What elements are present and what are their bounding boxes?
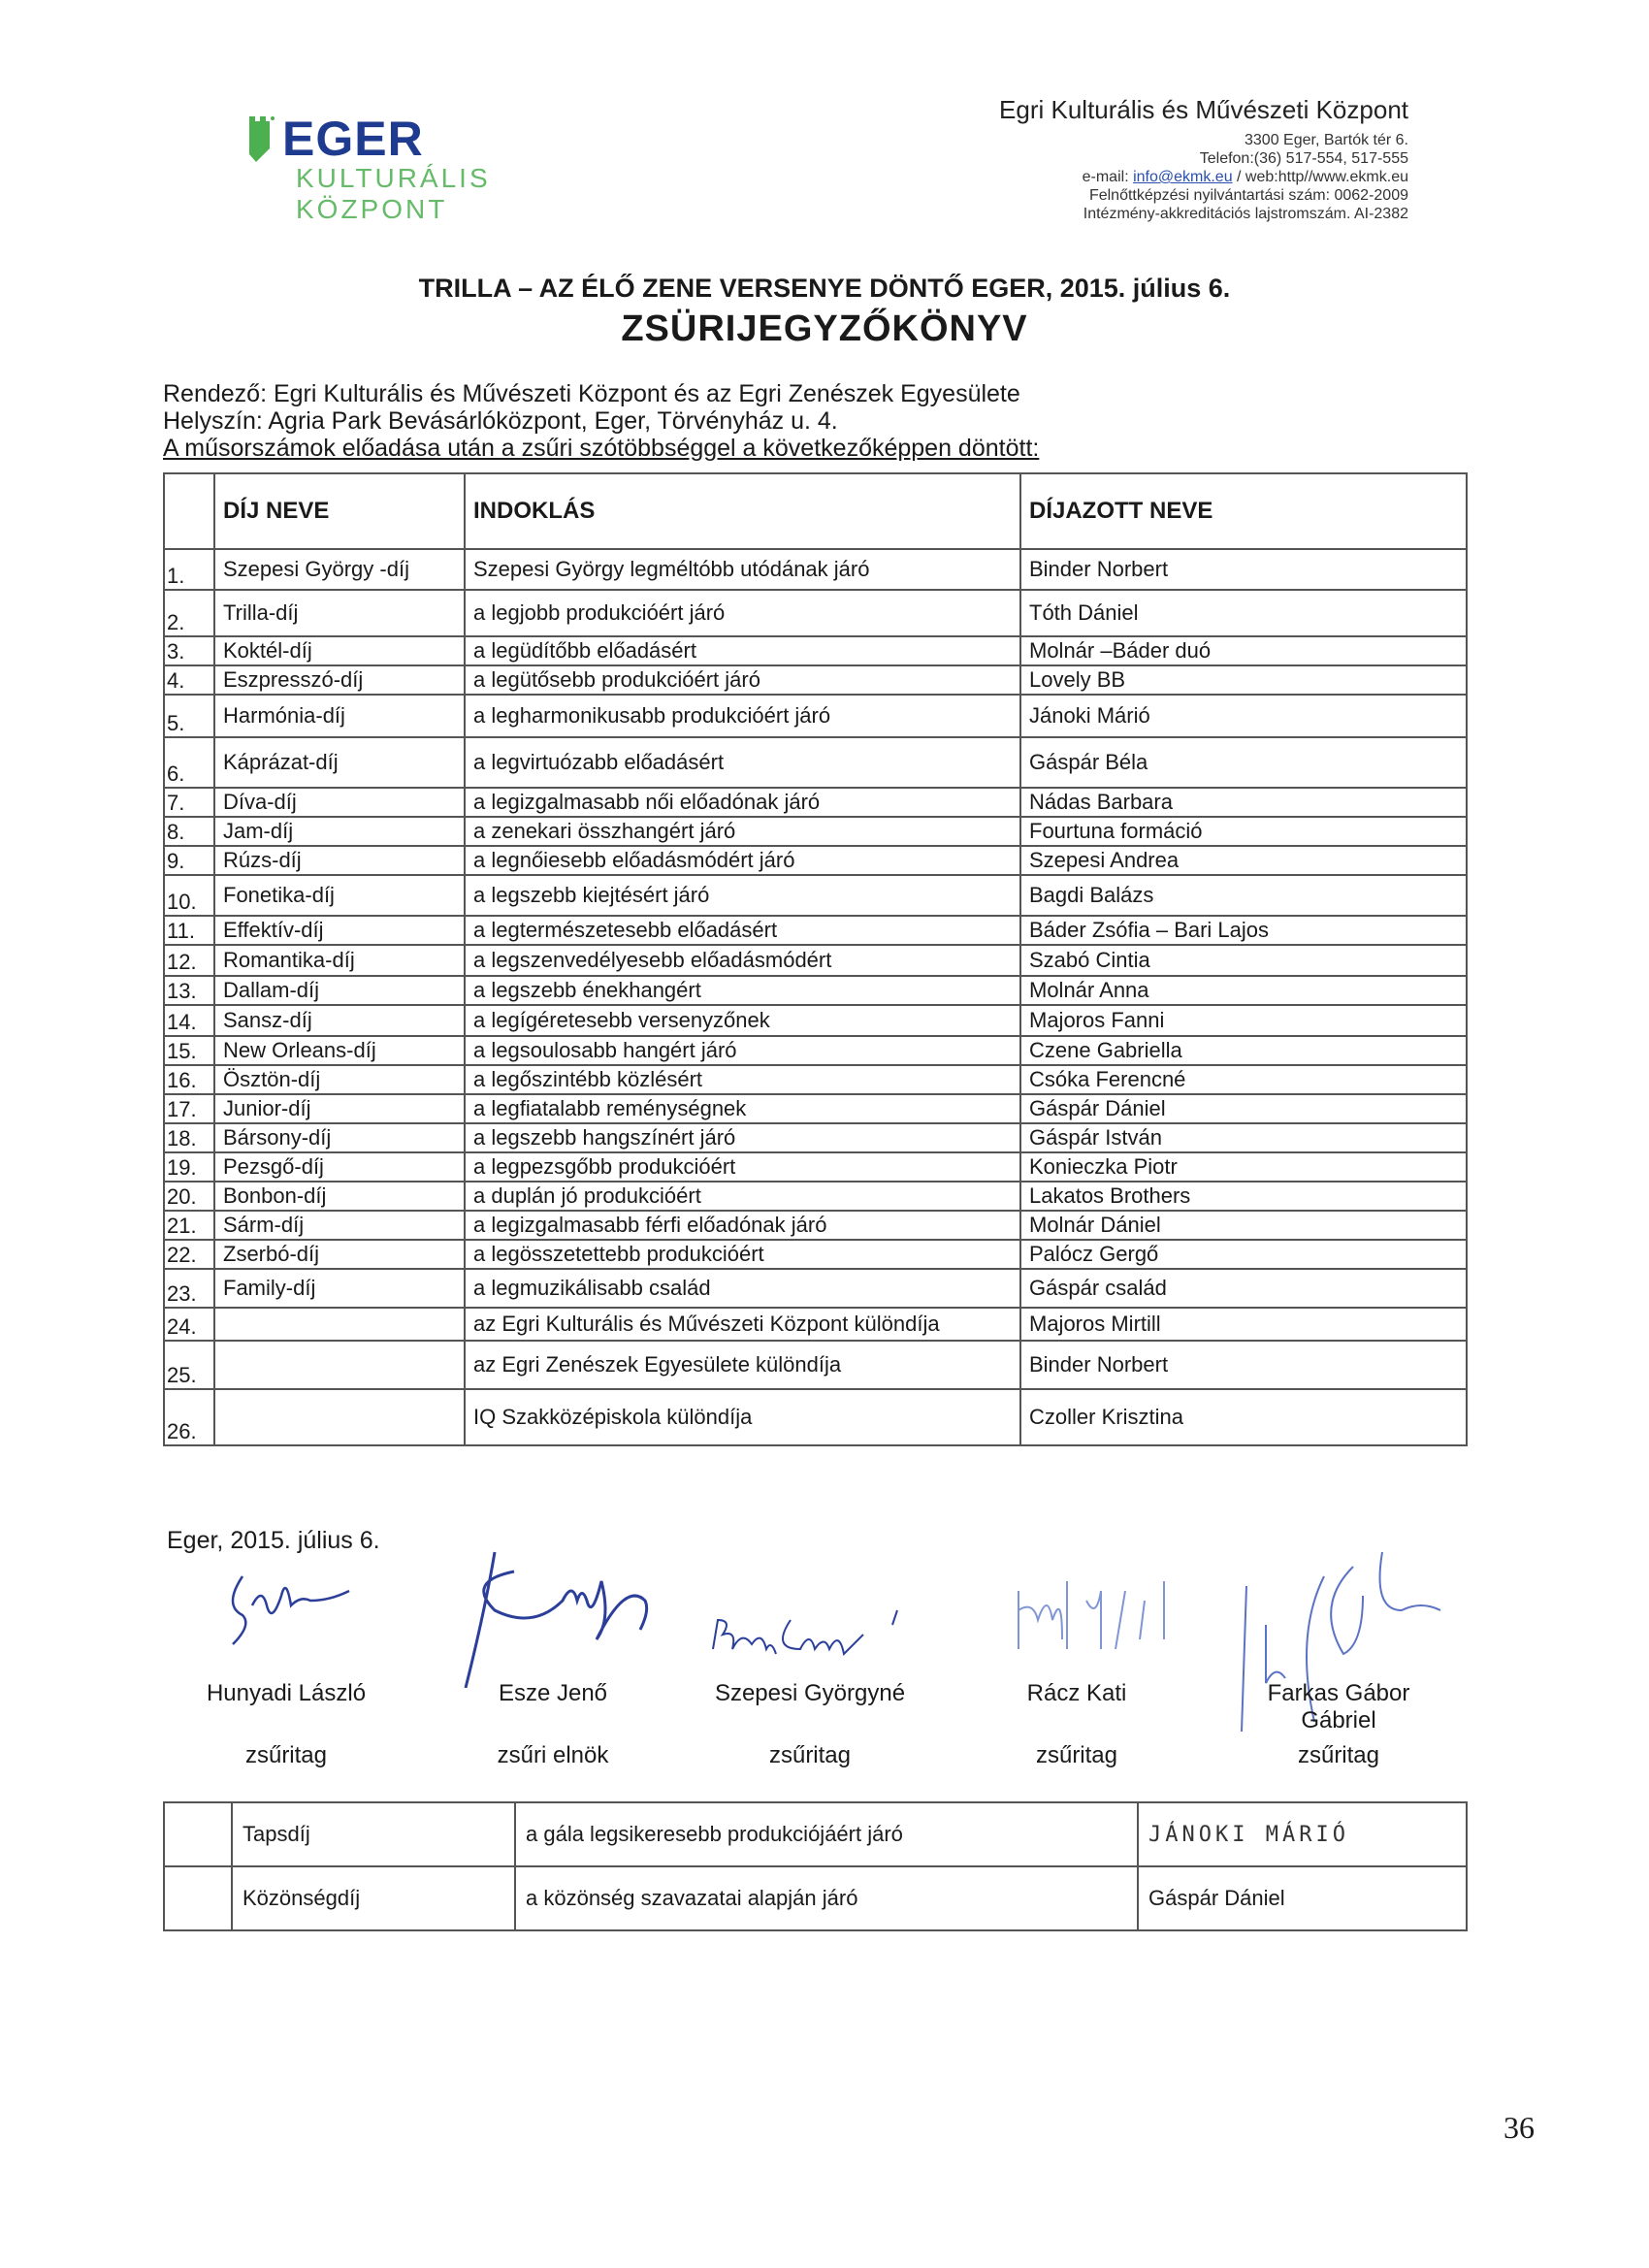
row-number: 14.: [164, 1005, 214, 1036]
email-label: e-mail:: [1082, 169, 1134, 185]
table-row: [164, 1123, 1467, 1152]
row-number: 23.: [164, 1269, 214, 1308]
award-name: [214, 1308, 465, 1341]
award-name: Jam-díj: [214, 817, 465, 846]
award-reason: a legszebb hangszínért járó: [465, 1123, 1020, 1152]
organizer-line: Rendező: Egri Kulturális és Művészeti Központ és az Egri Zenészek Egyesülete: [163, 380, 1020, 407]
award-name: Díva-díj: [214, 788, 465, 817]
signatory-name: Szepesi Györgyné: [714, 1680, 906, 1706]
award-reason: a legfiatalabb reménységnek: [465, 1094, 1020, 1123]
award-reason: a legszebb kiejtésért járó: [465, 875, 1020, 916]
venue-line: Helyszín: Agria Park Bevásárlóközpont, Eger, Törvényház u. 4.: [163, 407, 838, 435]
award-reason: a legüdítőbb előadásért: [465, 636, 1020, 665]
eger-logo: [247, 114, 558, 225]
winner-name: Fourtuna formáció: [1020, 817, 1467, 846]
signatory-name: Rácz Kati: [1026, 1680, 1127, 1706]
document-title: ZSÜRIJEGYZŐKÖNYV: [621, 308, 1028, 349]
row-number: 20.: [164, 1182, 214, 1211]
gala-num-cell: [164, 1866, 232, 1930]
org-training-reg: Felnőttképzési nyilvántartási szám: 0062-2009: [1088, 187, 1408, 204]
award-name: Koktél-díj: [214, 636, 465, 665]
gala-row: [164, 1866, 1467, 1930]
winner-name: Molnár Dániel: [1020, 1211, 1467, 1240]
winner-name: Jánoki Márió: [1020, 695, 1467, 737]
award-reason: a legpezsgőbb produkcióért: [465, 1152, 1020, 1182]
winner-name: Czene Gabriella: [1020, 1036, 1467, 1065]
row-number: 15.: [164, 1036, 214, 1065]
signatory-name-line-2: Gábriel: [1301, 1707, 1376, 1733]
signatory-name-line-1: Farkas Gábor: [1267, 1680, 1410, 1706]
table-row: [164, 875, 1467, 916]
header-reason: INDOKLÁS: [465, 473, 1020, 549]
header-winner: DÍJAZOTT NEVE: [1020, 473, 1467, 549]
org-name: Egri Kulturális és Művészeti Központ: [999, 95, 1408, 124]
org-contact: [999, 168, 1408, 186]
signatory-role: zsűri elnök: [497, 1742, 609, 1768]
award-name: Bonbon-díj: [214, 1182, 465, 1211]
email-link[interactable]: info@ekmk.eu: [1133, 169, 1233, 185]
signatory-name: Hunyadi László: [206, 1680, 367, 1706]
award-reason: a legizgalmasabb férfi előadónak járó: [465, 1211, 1020, 1240]
award-reason: a legszebb énekhangért: [465, 976, 1020, 1005]
gala-row: [164, 1802, 1467, 1866]
row-number: 25.: [164, 1341, 214, 1389]
table-row: [164, 1065, 1467, 1094]
award-name: New Orleans-díj: [214, 1036, 465, 1065]
award-reason: a legmuzikálisabb család: [465, 1269, 1020, 1308]
winner-name: Csóka Ferencné: [1020, 1065, 1467, 1094]
gala-winner-handwritten: JÁNOKI MÁRIÓ: [1138, 1802, 1467, 1866]
row-number: 2.: [164, 590, 214, 636]
intro-text: [163, 380, 1039, 462]
row-number: 5.: [164, 695, 214, 737]
signature-hunyadi: [204, 1567, 378, 1654]
winner-name: Gáspár Béla: [1020, 737, 1467, 788]
winner-name: Konieczka Piotr: [1020, 1152, 1467, 1182]
award-reason: Szepesi György legméltóbb utódának járó: [465, 549, 1020, 590]
award-reason: a legütősebb produkcióért járó: [465, 665, 1020, 695]
winner-name: Szabó Cintia: [1020, 945, 1467, 976]
winner-name: Molnár –Báder duó: [1020, 636, 1467, 665]
row-number: 12.: [164, 945, 214, 976]
winner-name: Bagdi Balázs: [1020, 875, 1467, 916]
award-reason: a duplán jó produkcióért: [465, 1182, 1020, 1211]
decision-line: A műsorszámok előadása után a zsűri szótöbbséggel a következőképpen döntött:: [163, 435, 1040, 462]
row-number: 24.: [164, 1308, 214, 1341]
award-reason: az Egri Zenészek Egyesülete különdíja: [465, 1341, 1020, 1389]
winner-name: Báder Zsófia – Bari Lajos: [1020, 916, 1467, 945]
table-row: [164, 1182, 1467, 1211]
table-row: [164, 1341, 1467, 1389]
date-line: Eger, 2015. július 6.: [167, 1527, 380, 1554]
row-number: 11.: [164, 916, 214, 945]
table-row: [164, 665, 1467, 695]
award-reason: a legsoulosabb hangért járó: [465, 1036, 1020, 1065]
event-title: TRILLA – AZ ÉLŐ ZENE VERSENYE DÖNTŐ EGER, 2015. július 6.: [418, 274, 1231, 303]
table-row: [164, 1308, 1467, 1341]
award-name: Fonetika-díj: [214, 875, 465, 916]
awards-table: [163, 472, 1468, 1446]
winner-name: Gáspár Dániel: [1020, 1094, 1467, 1123]
table-row: [164, 1094, 1467, 1123]
row-number: 18.: [164, 1123, 214, 1152]
award-name: Junior-díj: [214, 1094, 465, 1123]
award-name: Sansz-díj: [214, 1005, 465, 1036]
signatory-name: Esze Jenő: [498, 1680, 608, 1706]
table-row: [164, 1036, 1467, 1065]
award-name: [214, 1389, 465, 1445]
award-name: Harmónia-díj: [214, 695, 465, 737]
signature-szepesi: [703, 1601, 926, 1669]
row-number: 16.: [164, 1065, 214, 1094]
table-row: [164, 788, 1467, 817]
award-reason: a legtermészetesebb előadásért: [465, 916, 1020, 945]
award-name: Eszpresszó-díj: [214, 665, 465, 695]
row-number: 4.: [164, 665, 214, 695]
award-name: Rúzs-díj: [214, 846, 465, 875]
row-number: 19.: [164, 1152, 214, 1182]
winner-name: Lakatos Brothers: [1020, 1182, 1467, 1211]
org-accreditation: Intézmény-akkreditációs lajstromszám. AI-2382: [1083, 206, 1408, 222]
award-name: Ösztön-díj: [214, 1065, 465, 1094]
award-name: Káprázat-díj: [214, 737, 465, 788]
row-number: 1.: [164, 549, 214, 590]
winner-name: Gáspár család: [1020, 1269, 1467, 1308]
table-row: [164, 846, 1467, 875]
table-row: [164, 945, 1467, 976]
org-phone: Telefon:(36) 517-554, 517-555: [1199, 150, 1408, 167]
award-name: Bársony-díj: [214, 1123, 465, 1152]
winner-name: Majoros Mirtill: [1020, 1308, 1467, 1341]
award-reason: a legvirtuózabb előadásért: [465, 737, 1020, 788]
row-number: 9.: [164, 846, 214, 875]
gala-award-name: Tapsdíj: [232, 1802, 515, 1866]
award-reason: a legnőiesebb előadásmódért járó: [465, 846, 1020, 875]
award-reason: a legizgalmasabb női előadónak járó: [465, 788, 1020, 817]
row-number: 22.: [164, 1240, 214, 1269]
award-reason: a legígéretesebb versenyzőnek: [465, 1005, 1020, 1036]
row-number: 7.: [164, 788, 214, 817]
table-row: [164, 817, 1467, 846]
signatory-role: zsűritag: [244, 1742, 328, 1768]
award-name: Romantika-díj: [214, 945, 465, 976]
award-name: Zserbó-díj: [214, 1240, 465, 1269]
winner-name: Nádas Barbara: [1020, 788, 1467, 817]
table-row: [164, 1240, 1467, 1269]
table-row: [164, 636, 1467, 665]
winner-name: Szepesi Andrea: [1020, 846, 1467, 875]
gala-awards-table: [163, 1801, 1468, 1931]
award-reason: a legőszintébb közlésért: [465, 1065, 1020, 1094]
winner-name: Czoller Krisztina: [1020, 1389, 1467, 1445]
winner-name: Lovely BB: [1020, 665, 1467, 695]
winner-name: Majoros Fanni: [1020, 1005, 1467, 1036]
signatures-section: [0, 1571, 1649, 1785]
award-name: Dallam-díj: [214, 976, 465, 1005]
gala-num-cell: [164, 1802, 232, 1866]
table-row: [164, 1005, 1467, 1036]
table-row: [164, 549, 1467, 590]
winner-name: Binder Norbert: [1020, 1341, 1467, 1389]
gala-winner: Gáspár Dániel: [1138, 1866, 1467, 1930]
award-reason: IQ Szakközépiskola különdíja: [465, 1389, 1020, 1445]
winner-name: Palócz Gergő: [1020, 1240, 1467, 1269]
award-reason: a legharmonikusabb produkcióért járó: [465, 695, 1020, 737]
table-row: [164, 737, 1467, 788]
row-number: 3.: [164, 636, 214, 665]
award-reason: a zenekari összhangért járó: [465, 817, 1020, 846]
table-row: [164, 1211, 1467, 1240]
table-row: [164, 1269, 1467, 1308]
award-name: Effektív-díj: [214, 916, 465, 945]
award-name: Szepesi György -díj: [214, 549, 465, 590]
org-address: 3300 Eger, Bartók tér 6.: [1245, 132, 1408, 148]
winner-name: Binder Norbert: [1020, 549, 1467, 590]
table-row: [164, 590, 1467, 636]
gala-award-name: Közönségdíj: [232, 1866, 515, 1930]
header-num: [164, 473, 214, 549]
signatory-role: zsűritag: [768, 1742, 852, 1768]
signature-esze: [456, 1542, 698, 1688]
signatory-role: zsűritag: [1035, 1742, 1118, 1768]
row-number: 8.: [164, 817, 214, 846]
signatory-role: zsűritag: [1297, 1742, 1380, 1768]
award-name: Family-díj: [214, 1269, 465, 1308]
logo-eger-text: EGER: [282, 112, 424, 166]
award-reason: a legjobb produkcióért járó: [465, 590, 1020, 636]
row-number: 17.: [164, 1094, 214, 1123]
row-number: 26.: [164, 1389, 214, 1445]
page-number: 36: [1504, 2110, 1535, 2145]
header-award-name: DÍJ NEVE: [214, 473, 465, 549]
organization-header: [999, 95, 1408, 223]
award-reason: a legösszetettebb produkcióért: [465, 1240, 1020, 1269]
table-row: [164, 1389, 1467, 1445]
castle-tower-icon: [247, 114, 276, 163]
table-row: [164, 695, 1467, 737]
table-row: [164, 1152, 1467, 1182]
row-number: 21.: [164, 1211, 214, 1240]
award-name: Trilla-díj: [214, 590, 465, 636]
logo-line-2: KÖZPONT: [296, 194, 448, 224]
row-number: 6.: [164, 737, 214, 788]
table-header-row: [164, 473, 1467, 549]
award-name: Pezsgő-díj: [214, 1152, 465, 1182]
signature-racz: [999, 1571, 1232, 1669]
award-reason: az Egri Kulturális és Művészeti Központ különdíja: [465, 1308, 1020, 1341]
table-row: [164, 916, 1467, 945]
award-name: [214, 1341, 465, 1389]
winner-name: Gáspár István: [1020, 1123, 1467, 1152]
award-reason: a legszenvedélyesebb előadásmódért: [465, 945, 1020, 976]
row-number: 13.: [164, 976, 214, 1005]
winner-name: Molnár Anna: [1020, 976, 1467, 1005]
logo-line-1: KULTURÁLIS: [296, 163, 491, 193]
gala-reason: a közönség szavazatai alapján járó: [515, 1866, 1138, 1930]
gala-reason: a gála legsikeresebb produkciójáért járó: [515, 1802, 1138, 1866]
winner-name: Tóth Dániel: [1020, 590, 1467, 636]
row-number: 10.: [164, 875, 214, 916]
web-text: / web:http//www.ekmk.eu: [1232, 169, 1408, 185]
award-name: Sárm-díj: [214, 1211, 465, 1240]
table-row: [164, 976, 1467, 1005]
